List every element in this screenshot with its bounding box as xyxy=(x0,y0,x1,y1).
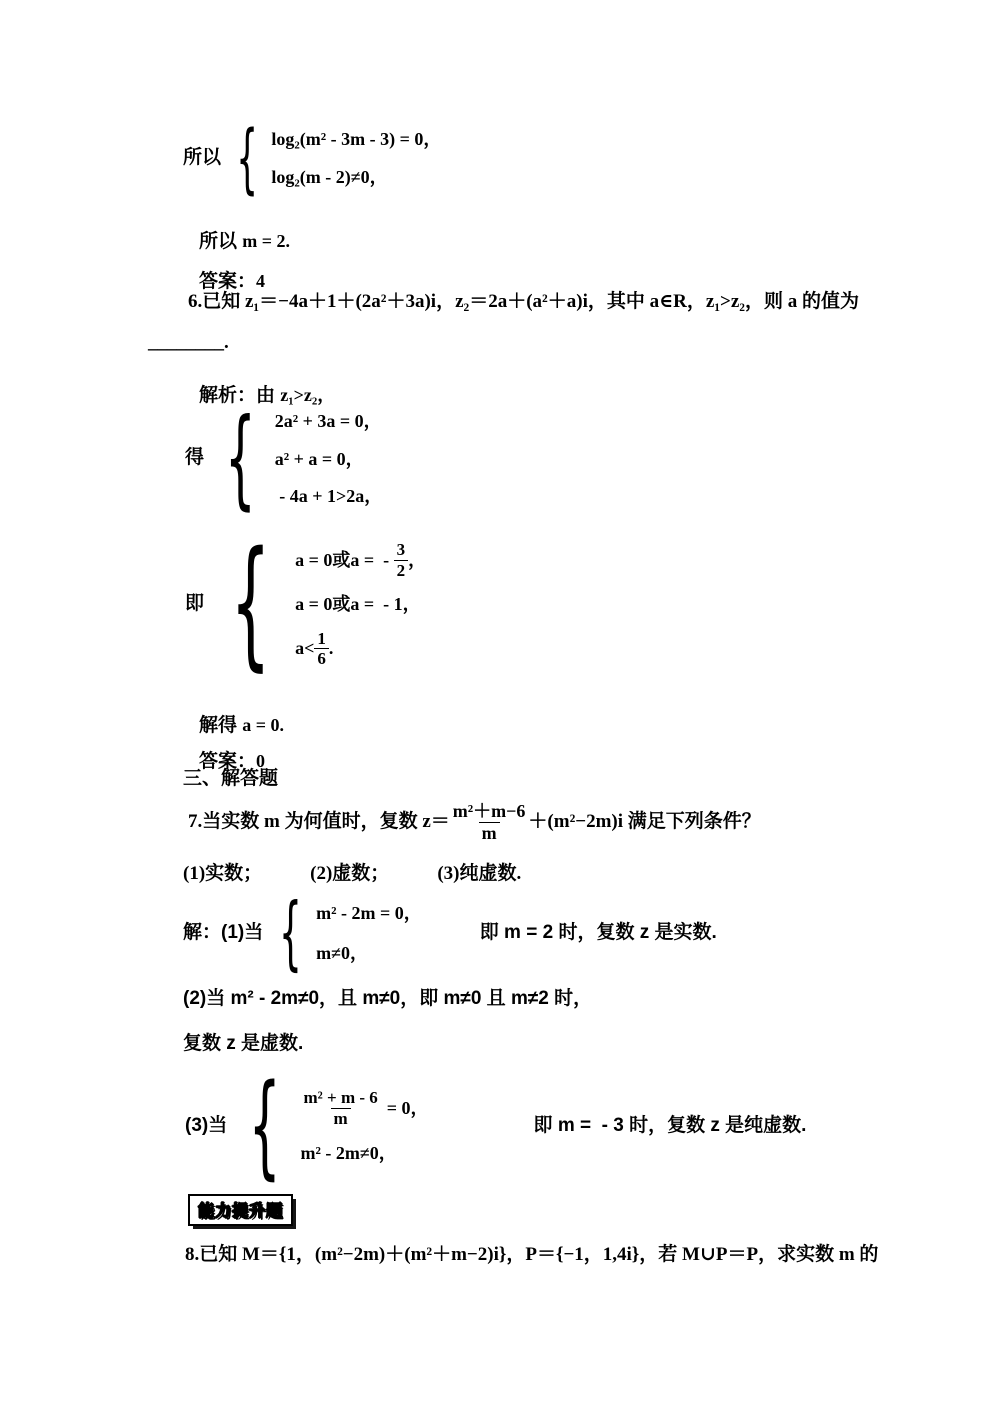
equation-with-fraction xyxy=(295,540,426,580)
solve-label: 解得 xyxy=(199,715,243,736)
equation-text: a = 0或a = - xyxy=(295,549,394,570)
fraction-numerator: m²＋m−6 xyxy=(452,801,526,821)
equation: a² + a = 0， xyxy=(274,448,364,469)
blank-underline: ________. xyxy=(148,332,229,353)
equation-with-fraction xyxy=(295,629,426,669)
solution-2-line1: (2)当 m² - 2m≠0，且 m≠0，即 m≠0 且 m≠2 时， xyxy=(183,988,593,1009)
equation: log₂(m² - 3m - 3) = 0， xyxy=(271,129,442,150)
fraction-denominator: 2 xyxy=(394,560,409,581)
solve-math: a = 0. xyxy=(242,715,285,735)
equation: m² - 2m = 0， xyxy=(316,902,422,923)
analysis-math: z₁>z₂， xyxy=(280,385,336,405)
subitem-1: (1)实数； xyxy=(183,863,263,884)
conclusion-label: 所以 xyxy=(199,231,243,252)
equation: a = 0或a = - 1， xyxy=(295,594,421,615)
equation-column xyxy=(295,540,426,669)
left-brace: { xyxy=(224,396,256,522)
problem-7-subitems xyxy=(183,862,569,886)
problem-7-post: ＋(m²−2m)i 满足下列条件？ xyxy=(528,811,761,833)
solution-1-result: 即 m = 2 时，复数 z 是实数. xyxy=(479,921,717,943)
equation-with-fraction xyxy=(301,1088,429,1128)
fraction-numerator: 1 xyxy=(317,628,326,648)
answer-label: 答案： xyxy=(199,271,257,292)
equation: - 4a + 1>2a， xyxy=(274,486,383,506)
fraction xyxy=(314,629,329,669)
equation-column xyxy=(316,902,422,965)
fraction-numerator: m² + m - 6 xyxy=(303,1088,378,1108)
solution-2-line2: 复数 z 是虚数. xyxy=(183,1033,304,1054)
conclusion-math: m = 2. xyxy=(242,231,291,251)
problem-7-pre: 7.当实数 m 为何值时，复数 z＝ xyxy=(188,811,450,833)
answer-label: 答案： xyxy=(199,751,257,772)
left-brace: { xyxy=(248,1061,281,1191)
equation: 2a² + 3a = 0， xyxy=(274,411,382,431)
fraction-denominator: 6 xyxy=(314,648,329,669)
system-label: (3)当 xyxy=(185,1115,228,1136)
system-label: 所以 xyxy=(183,146,222,168)
answer-value: 0 xyxy=(256,751,266,771)
equation: m² - 2m≠0， xyxy=(300,1143,397,1164)
fraction-denominator: m xyxy=(331,1108,351,1129)
equation-column xyxy=(301,1088,429,1165)
left-brace: { xyxy=(236,113,259,202)
left-brace: { xyxy=(279,886,303,979)
section-heading: 三、解答题 xyxy=(183,768,279,789)
solution-1-system xyxy=(183,886,717,979)
ability-improvement-badge: 能力提升题 xyxy=(188,1194,293,1226)
fraction xyxy=(450,801,529,843)
solution-3-system xyxy=(185,1061,807,1191)
left-brace: { xyxy=(230,522,271,686)
equation: log₂(m - 2)≠0， xyxy=(271,166,388,187)
system-de xyxy=(185,396,383,522)
fraction-numerator: 3 xyxy=(396,540,406,559)
system-label: 即 xyxy=(185,592,205,614)
system-suoyi-log xyxy=(183,113,442,202)
equation-column xyxy=(275,410,383,508)
system-label: 解：(1)当 xyxy=(183,921,264,943)
equation-text: . xyxy=(328,638,334,659)
analysis-label: 解析：由 xyxy=(199,385,281,406)
equation-text: = 0， xyxy=(386,1097,429,1118)
equation-text: ， xyxy=(408,549,427,570)
system-ji xyxy=(185,522,427,686)
problem-6-stem: 6.已知 z₁＝−4a＋1＋(2a²＋3a)i，z₂＝2a＋(a²＋a)i，其中 a∈R，z₁>z₂，则 a 的值为 xyxy=(188,291,859,312)
answer-value: 4 xyxy=(256,271,266,291)
fraction xyxy=(301,1088,381,1128)
subitem-3: (3)纯虚数. xyxy=(437,863,522,884)
subitem-2: (2)虚数； xyxy=(310,863,390,884)
equation-text: a< xyxy=(295,638,315,659)
equation: m≠0， xyxy=(316,943,369,963)
system-label: 得 xyxy=(185,447,205,469)
problem-8-stem: 8.已知 M＝{1，(m²−2m)＋(m²＋m−2)i}，P＝{−1，1,4i}，若 M∪P＝P，求实数 m 的 xyxy=(185,1244,879,1265)
equation-column xyxy=(271,128,441,188)
problem-7-stem xyxy=(188,801,761,843)
fraction xyxy=(394,540,409,580)
fraction-denominator: m xyxy=(479,822,500,844)
solution-3-result: 即 m = - 3 时，复数 z 是纯虚数. xyxy=(533,1115,807,1136)
